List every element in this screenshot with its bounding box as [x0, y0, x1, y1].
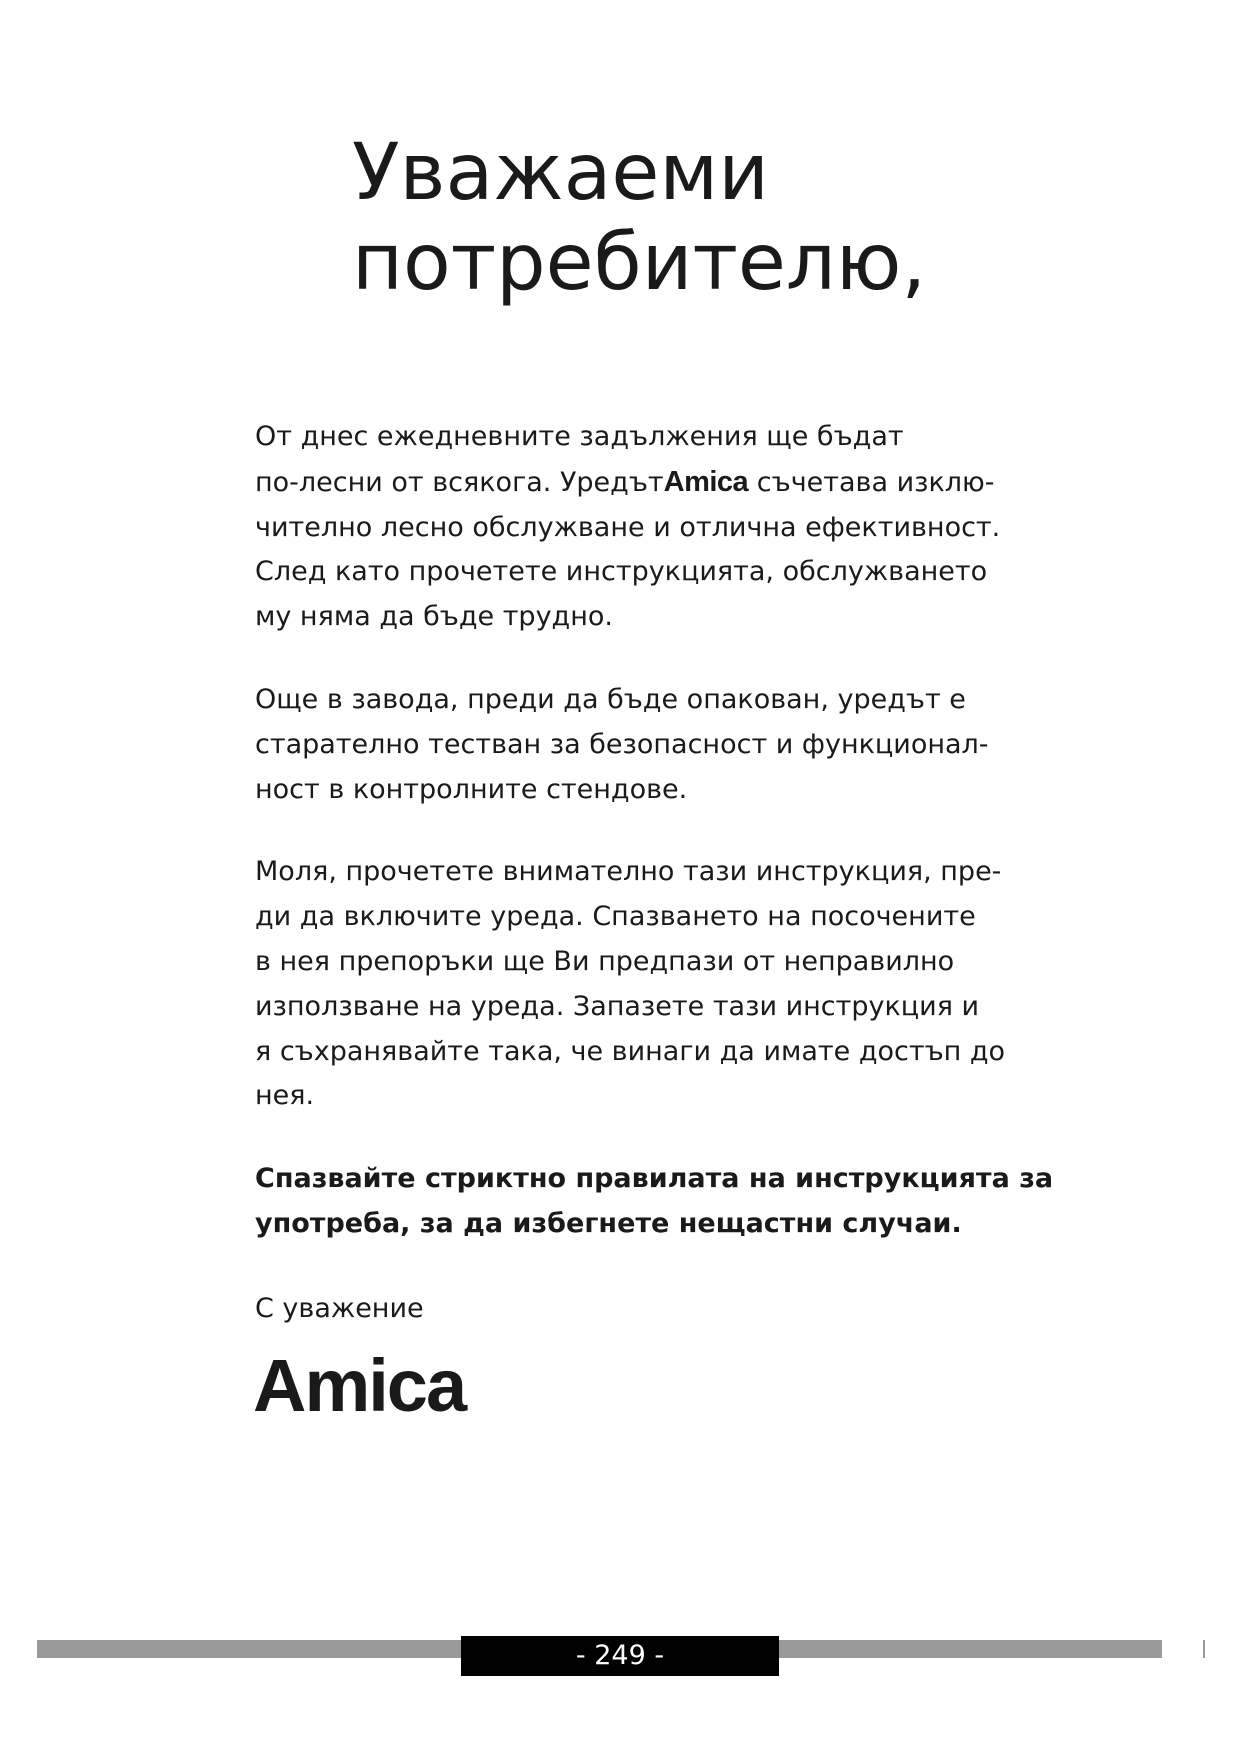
paragraph-line: Моля, прочетете внимателно тази инструкция, пре- — [255, 856, 1002, 888]
paragraph-line: ност в контролните стендове. — [255, 773, 688, 805]
paragraph-line: нея. — [255, 1080, 315, 1112]
page-number: - 249 - — [461, 1636, 779, 1676]
paragraph-intro — [255, 415, 1015, 640]
paragraph-text: съчетава изклю- — [748, 466, 995, 498]
paragraph-line: старателно тестван за безопасност и функционал- — [255, 728, 989, 760]
title-line-1: Уважаеми — [352, 128, 769, 218]
paragraph-line: След като прочетете инструкцията, обслужването — [255, 556, 988, 588]
page-title — [352, 128, 926, 308]
paragraph-line: чително лесно обслужване и отлична ефективност. — [255, 511, 1001, 543]
paragraph-line: в нея препоръки ще Ви предпази от неправилно — [255, 945, 955, 977]
brand-name-inline: Amica — [663, 465, 749, 498]
paragraph-line — [255, 460, 1015, 506]
paragraph-instructions — [255, 850, 1015, 1119]
closing-salutation: С уважение — [255, 1292, 424, 1324]
paragraph-testing — [255, 678, 1015, 812]
paragraph-warning — [255, 1157, 1054, 1247]
paragraph-line: Още в завода, преди да бъде опакован, уредът е — [255, 683, 966, 715]
paragraph-text: по-лесни от всякога. Уредът — [255, 466, 664, 498]
paragraph-line: я съхранявайте така, че винаги да имате достъп до — [255, 1035, 1006, 1067]
title-line-2: потребителю, — [352, 218, 927, 308]
paragraph-line: му няма да бъде трудно. — [255, 601, 613, 633]
amica-logo: Amica — [253, 1344, 466, 1427]
paragraph-line: употреба, за да избегнете нещастни случаи. — [255, 1207, 962, 1239]
paragraph-line: ди да включите уреда. Спазването на посочените — [255, 901, 976, 933]
paragraph-line: От днес ежедневните задължения ще бъдат — [255, 421, 904, 452]
paragraph-line: използване на уреда. Запазете тази инструкция и — [255, 990, 980, 1022]
paragraph-line: Спазвайте стриктно правилата на инструкцията за — [255, 1163, 1054, 1195]
page-edge-mark — [1203, 1640, 1205, 1658]
letter-body — [255, 415, 1054, 1332]
